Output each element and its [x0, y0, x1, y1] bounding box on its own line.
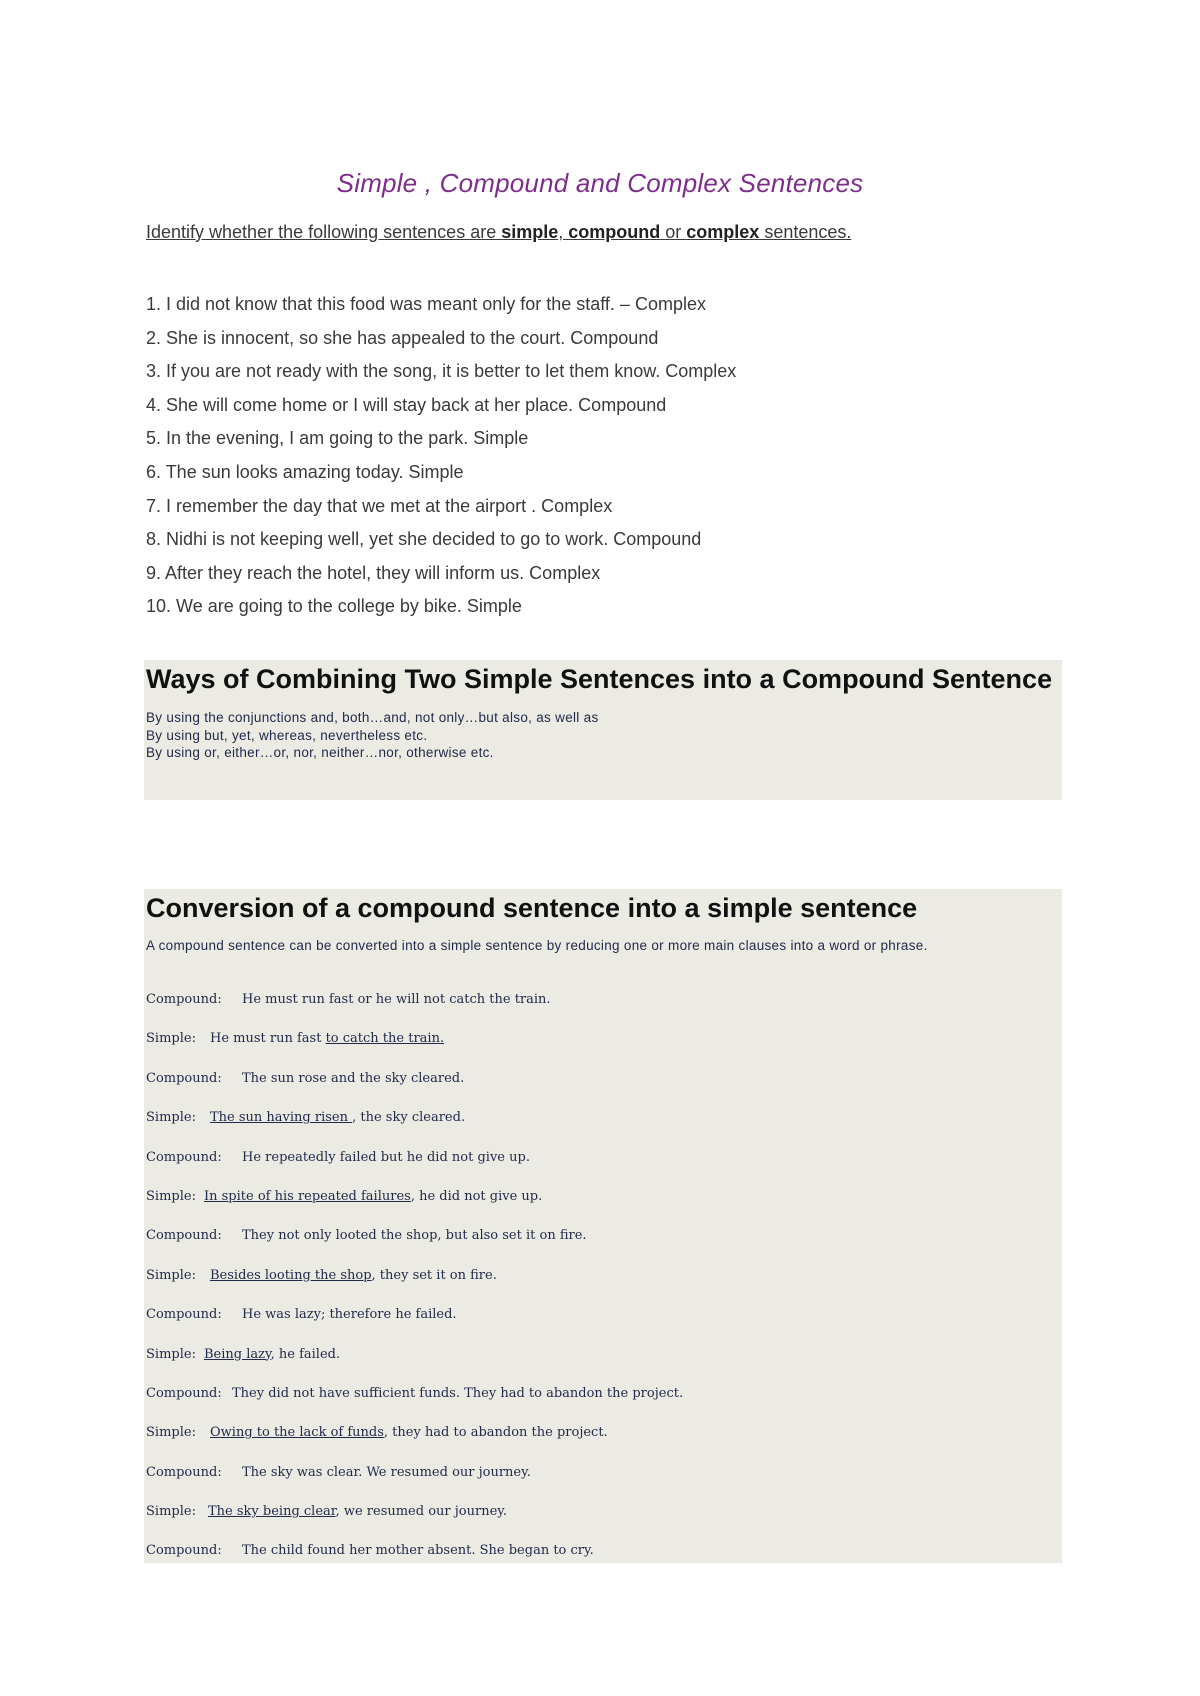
- question-item: 9. After they reach the hotel, they will inform us. Complex: [146, 562, 601, 583]
- example-simple: [146, 1110, 683, 1149]
- instruction-sep-2: or: [660, 222, 687, 242]
- example-simple: [146, 1189, 683, 1228]
- example-label: Simple:: [146, 1346, 196, 1362]
- example-text: He was lazy; therefore he failed.: [242, 1307, 457, 1323]
- question-item: 10. We are going to the college by bike. Simple: [146, 596, 522, 617]
- example-text: He must run fast: [210, 1031, 326, 1047]
- keyword-compound: compound: [568, 222, 661, 242]
- combining-list: [146, 709, 1062, 762]
- example-label: Compound:: [146, 992, 222, 1007]
- question-item: 7. I remember the day that we met at the airport . Complex: [146, 495, 613, 516]
- example-underlined-phrase: Besides looting the shop: [210, 1267, 372, 1283]
- conversion-heading: Conversion of a compound sentence into a simple sentence: [146, 893, 918, 923]
- example-compound: [146, 1150, 683, 1189]
- example-label: Simple:: [146, 1425, 196, 1441]
- example-text: They did not have sufficient funds. They had to abandon the project.: [232, 1385, 684, 1401]
- question-item: 6. The sun looks amazing today. Simple: [146, 461, 464, 482]
- example-label: Compound:: [146, 1307, 222, 1323]
- example-compound: [146, 1543, 683, 1582]
- example-compound: [146, 1465, 683, 1504]
- example-simple: [146, 1347, 683, 1386]
- example-underlined-phrase: Being lazy: [204, 1346, 271, 1362]
- combining-heading: Ways of Combining Two Simple Sentences into a Compound Sentence: [146, 664, 1053, 694]
- example-text: The child found her mother absent. She began to cry.: [242, 1543, 594, 1559]
- instruction-text: [146, 222, 851, 243]
- combining-item: By using or, either…or, nor, neither…nor, otherwise etc.: [146, 745, 494, 761]
- example-text: , they set it on fire.: [371, 1267, 497, 1283]
- example-text: The sky was clear. We resumed our journey.: [242, 1464, 531, 1480]
- example-underlined-phrase: In spite of his repeated failures: [204, 1188, 411, 1204]
- page-title: Simple , Compound and Complex Sentences: [336, 168, 864, 198]
- question-item: 5. In the evening, I am going to the park. Simple: [146, 428, 529, 449]
- example-label: Compound:: [146, 1070, 222, 1086]
- example-text: , the sky cleared.: [352, 1110, 466, 1126]
- example-compound: [146, 1307, 683, 1346]
- example-label: Simple:: [146, 1267, 196, 1283]
- example-underlined-phrase: Owing to the lack of funds: [210, 1425, 384, 1441]
- example-underlined-phrase: The sky being clear: [208, 1504, 336, 1520]
- question-item: 2. She is innocent, so she has appealed to the court. Compound: [146, 327, 659, 348]
- conversion-section: [144, 889, 1062, 1563]
- example-simple: [146, 1504, 683, 1543]
- example-list: [146, 992, 683, 1583]
- example-simple: [146, 1031, 683, 1070]
- example-simple: [146, 1268, 683, 1307]
- example-label: Simple:: [146, 1031, 196, 1047]
- example-text: , he failed.: [270, 1346, 341, 1362]
- example-underlined-phrase: to catch the train.: [325, 1031, 445, 1047]
- example-underlined-phrase: The sun having risen: [210, 1110, 353, 1126]
- example-compound: [146, 1386, 683, 1425]
- example-label: Compound:: [146, 1228, 222, 1244]
- combining-item: By using but, yet, whereas, nevertheless etc.: [146, 727, 428, 743]
- example-label: Simple:: [146, 1504, 196, 1520]
- keyword-complex: complex: [686, 222, 760, 242]
- example-text: They not only looted the shop, but also set it on fire.: [242, 1228, 587, 1244]
- question-list: [146, 288, 736, 624]
- example-compound: [146, 992, 683, 1031]
- example-text: , he did not give up.: [410, 1188, 543, 1204]
- example-label: Simple:: [146, 1188, 196, 1204]
- example-compound: [146, 1071, 683, 1110]
- example-label: Compound:: [146, 1385, 222, 1401]
- conversion-intro: A compound sentence can be converted into a simple sentence by reducing one or more main clauses into a word or phrase.: [146, 938, 928, 953]
- combining-section: [144, 660, 1062, 800]
- question-item: 3. If you are not ready with the song, it is better to let them know. Complex: [146, 361, 737, 382]
- combining-item: By using the conjunctions and, both…and, not only…but also, as well as: [146, 710, 599, 725]
- example-text: The sun rose and the sky cleared.: [242, 1070, 465, 1086]
- question-item: 8. Nidhi is not keeping well, yet she decided to go to work. Compound: [146, 529, 702, 550]
- instruction-post: sentences.: [759, 222, 852, 242]
- instruction-pre: Identify whether the following sentences are: [146, 222, 502, 242]
- example-simple: [146, 1425, 683, 1464]
- example-label: Compound:: [146, 1464, 222, 1480]
- example-compound: [146, 1228, 683, 1267]
- example-text: He must run fast or he will not catch the train.: [242, 992, 551, 1007]
- question-item: 4. She will come home or I will stay back at her place. Compound: [146, 394, 667, 415]
- keyword-simple: simple: [501, 222, 559, 242]
- example-text: He repeatedly failed but he did not give up.: [242, 1149, 530, 1165]
- example-text: , we resumed our journey.: [335, 1504, 508, 1520]
- example-label: Compound:: [146, 1543, 222, 1559]
- example-text: , they had to abandon the project.: [383, 1425, 608, 1441]
- example-label: Simple:: [146, 1110, 196, 1126]
- instruction-sep-1: ,: [558, 222, 569, 242]
- question-item: 1. I did not know that this food was meant only for the staff. – Complex: [146, 294, 706, 314]
- example-label: Compound:: [146, 1149, 222, 1165]
